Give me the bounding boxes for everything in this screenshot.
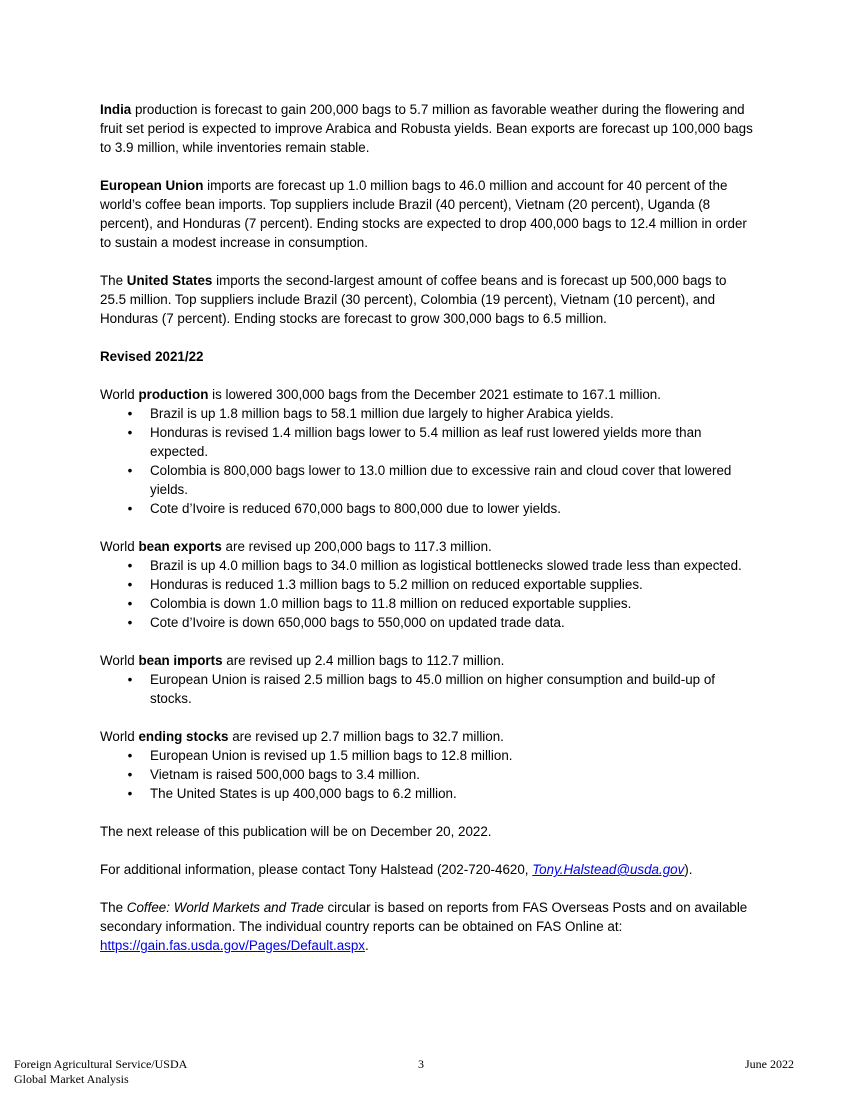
list-item xyxy=(100,670,755,708)
us-text: imports the second-largest amount of coffee beans and is forecast up 500,000 bags to 25.5 million. Top suppliers include Brazil (30 percent), Colombia (19 percent), Vietnam (10 percent), and Honduras (7 percent). Ending stocks are forecast to grow 300,000 bags to 6.5 million. xyxy=(100,273,727,326)
india-term: India xyxy=(100,102,132,117)
page-number: 3 xyxy=(418,1057,424,1071)
contact-post: ). xyxy=(684,862,693,877)
india-text: production is forecast to gain 200,000 bags to 5.7 million as favorable weather during the flowering and fruit set period is expected to improve Arabica and Robusta yields. Bean exports are forecast up 100,000 bags to 3.9 million, while inventories remain stable. xyxy=(100,102,753,155)
list-item xyxy=(100,746,755,765)
footer-date: June 2022 xyxy=(745,1057,794,1071)
eu-term: European Union xyxy=(100,178,204,193)
bullet-text: Brazil is up 1.8 million bags to 58.1 million due largely to higher Arabica yields. xyxy=(150,406,614,421)
bullet-icon: • xyxy=(127,786,133,801)
imports-text: are revised up 2.4 million bags to 112.7 million. xyxy=(222,653,505,668)
list-item xyxy=(100,765,755,784)
bullet-text: Brazil is up 4.0 million bags to 34.0 million as logistical bottlenecks slowed trade less than expected. xyxy=(150,558,742,573)
imports-paragraph xyxy=(100,651,755,670)
bullet-icon: • xyxy=(127,425,133,440)
eu-text: imports are forecast up 1.0 million bags to 46.0 million and account for 40 percent of the world’s coffee bean imports. Top suppliers include Brazil (40 percent), Vietnam (20 percent), Uganda (8 percent), and Honduras (7 percent). Ending stocks are expected to drop 400,000 bags to 12.4 million in order to sustain a modest increase in consumption. xyxy=(100,178,747,250)
exports-term: bean exports xyxy=(138,539,222,554)
revised-heading-text: Revised 2021/22 xyxy=(100,349,204,364)
imports-pre: World xyxy=(100,653,139,668)
contact-email-link[interactable]: Tony.Halstead@usda.gov xyxy=(532,862,685,877)
bullet-text: Cote d’Ivoire is down 650,000 bags to 550,000 on updated trade data. xyxy=(150,615,565,630)
production-paragraph xyxy=(100,385,755,404)
production-term: production xyxy=(138,387,209,402)
contact-paragraph xyxy=(100,860,755,879)
stocks-text: are revised up 2.7 million bags to 32.7 million. xyxy=(228,729,504,744)
bullet-text: Colombia is down 1.0 million bags to 11.8 million on reduced exportable supplies. xyxy=(150,596,632,611)
production-text: is lowered 300,000 bags from the December 2021 estimate to 167.1 million. xyxy=(208,387,661,402)
production-pre: World xyxy=(100,387,139,402)
bullet-text: The United States is up 400,000 bags to 6.2 million. xyxy=(150,786,457,801)
list-item xyxy=(100,423,755,461)
bullet-icon: • xyxy=(127,615,133,630)
next-release-paragraph: The next release of this publication will be on December 20, 2022. xyxy=(100,824,492,839)
bullet-icon: • xyxy=(127,577,133,592)
bullet-icon: • xyxy=(127,463,133,478)
imports-term: bean imports xyxy=(138,653,223,668)
bullet-text: Colombia is 800,000 bags lower to 13.0 million due to excessive rain and cloud cover that lowered yields. xyxy=(150,463,732,497)
exports-pre: World xyxy=(100,539,139,554)
bullet-icon: • xyxy=(127,406,133,421)
list-item xyxy=(100,594,755,613)
bullet-text: Vietnam is raised 500,000 bags to 3.4 million. xyxy=(150,767,420,782)
contact-pre: For additional information, please contact Tony Halstead (202-720-4620, xyxy=(100,862,533,877)
stocks-bullet-list xyxy=(100,746,755,803)
footer-org-line1: Foreign Agricultural Service/USDA xyxy=(14,1057,188,1071)
stocks-paragraph xyxy=(100,727,755,746)
exports-bullet-list xyxy=(100,556,755,632)
bullet-icon: • xyxy=(127,767,133,782)
circular-paragraph xyxy=(100,898,755,955)
bullet-icon: • xyxy=(127,672,133,687)
fas-online-link[interactable]: https://gain.fas.usda.gov/Pages/Default.aspx xyxy=(100,938,366,953)
bullet-text: European Union is revised up 1.5 million bags to 12.8 million. xyxy=(150,748,513,763)
list-item xyxy=(100,613,755,632)
production-bullet-list xyxy=(100,404,755,518)
imports-bullet-list xyxy=(100,670,755,708)
footer-org xyxy=(14,1057,187,1087)
bullet-text: European Union is raised 2.5 million bags to 45.0 million on higher consumption and build-up of stocks. xyxy=(150,672,715,706)
bullet-text: Honduras is revised 1.4 million bags lower to 5.4 million as leaf rust lowered yields more than expected. xyxy=(150,425,702,459)
bullet-icon: • xyxy=(127,501,133,516)
stocks-term: ending stocks xyxy=(138,729,229,744)
circular-pre: The xyxy=(100,900,127,915)
list-item xyxy=(100,556,755,575)
bullet-icon: • xyxy=(127,596,133,611)
list-item xyxy=(100,461,755,499)
exports-text: are revised up 200,000 bags to 117.3 million. xyxy=(221,539,492,554)
list-item xyxy=(100,575,755,594)
bullet-text: Cote d’Ivoire is reduced 670,000 bags to 800,000 due to lower yields. xyxy=(150,501,561,516)
eu-paragraph xyxy=(100,176,755,252)
list-item xyxy=(100,499,755,518)
bullet-icon: • xyxy=(127,748,133,763)
footer-org-line2: Global Market Analysis xyxy=(14,1072,129,1086)
revised-heading xyxy=(100,347,755,366)
us-pre: The xyxy=(100,273,127,288)
india-paragraph xyxy=(100,100,755,157)
us-term: United States xyxy=(126,273,213,288)
circular-text: circular is based on reports from FAS Overseas Posts and on available secondary information. The individual country reports can be obtained on FAS Online at: xyxy=(100,900,748,934)
exports-paragraph xyxy=(100,537,755,556)
list-item xyxy=(100,784,755,803)
circular-post: . xyxy=(365,938,369,953)
stocks-pre: World xyxy=(100,729,139,744)
bullet-icon: • xyxy=(127,558,133,573)
circular-title: Coffee: World Markets and Trade xyxy=(126,900,324,915)
document-body xyxy=(100,100,755,955)
us-paragraph xyxy=(100,271,755,328)
list-item xyxy=(100,404,755,423)
bullet-text: Honduras is reduced 1.3 million bags to 5.2 million on reduced exportable supplies. xyxy=(150,577,643,592)
